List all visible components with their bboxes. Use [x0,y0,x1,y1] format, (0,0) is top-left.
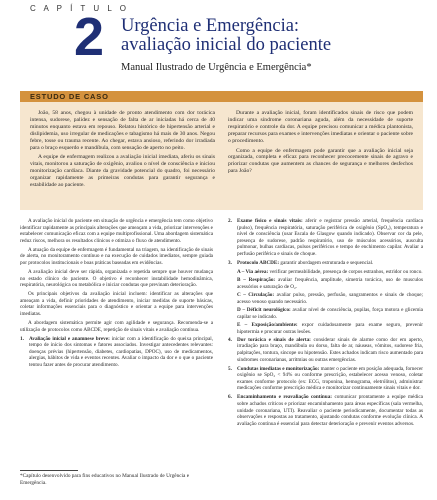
sub-item-lead: C – Circulação: [237,292,275,299]
sub-item [228,292,423,305]
case-study-label: ESTUDO DE CASO [30,92,109,101]
case-study-bar [20,91,423,102]
sub-item [228,322,423,335]
sub-item-lead: E – Exposição/ambiente: [237,322,298,329]
list-item-lead: Dor torácica e sinais de alerta: [237,336,311,343]
list-item-number: 6. [228,394,232,401]
list-item [228,218,423,257]
list-item-number: 4. [228,336,232,343]
case-paragraph: João, 58 anos, chegou à unidade de pronto atendimento com dor torácica intensa, sudorese, palidez e sensação de falta de ar iniciadas há cerca de 40 minutos enquanto estava em repouso. Relatou histórico de hipertensão arterial e dislipidemia, uso irregular de medicações e tabagismo há mais de 30 anos. Negou febre, tosse ou trauma recente. Ao chegar, estava ansioso, referindo dor irradiada para o braço esquerdo e mandíbula, com sensação de aperto no peito. [30,110,215,151]
case-study-left-column [30,110,215,192]
chapter-number: 2 [74,7,105,67]
list-item-lead: Condutas imediatas e monitorização: [237,365,320,372]
list-item-text: comunicar prontamente a equipe médica sobre achados críticos e priorizar encaminhamento para áreas específicas (sala vermelha, unidade coronariana, UTI). Reavaliar o paciente periodicamente, documentar todas as observações e respostas ao tratamento, ajustando condutas conforme evolução clínica. A avaliação contínua é essencial para detectar deterioração e prevenir eventos adversos. [237,394,423,427]
case-study-right-column [228,110,413,178]
list-item [228,394,423,427]
chapter-subtitle: Manual Ilustrado de Urgência e Emergência* [121,62,312,73]
list-item-number: 1. [20,335,24,342]
footnote: *Capítulo desenvolvido para fins educativos no Manual Ilustrado de Urgência e Emergência. [20,473,190,486]
list-item-text: iniciar com a identificação do queixa principal, tempo de início dos sintomas e fatores associados. Investigar antecedentes relevantes: doenças prévias (hipertensão, diabetes, cardiopatias, DPOC), uso de medicamentos, alergias, hábitos de vida e eventos recentes. Avaliar o impacto da dor e o que o paciente tentou fazer antes de procurar atendimento. [29,335,213,368]
chapter-label: C A P Í T U L O [30,4,129,13]
body-paragraph: A abordagem sistemática permite agir com agilidade e segurança. Recomenda-se a utilização de protocolos como ABCDE, repetição de sinais vitais e avaliação contínua. [20,320,213,333]
list-item [228,260,423,267]
list-item-text: considerar sinais de alarme como dor em aperto, irradiação para braço, mandíbula ou dorso, falta de ar, náuseas, vômitos, sudorese fria, palpitações, tontura, síncope ou hipotensão. Estes achados indicam risco aumentado para síndromes coronarianas, arritmias ou outras emergências. [237,336,423,363]
chapter-title-line-2: avaliação inicial do paciente [121,35,332,55]
case-paragraph: A equipe de enfermagem realizou a avaliação inicial imediata, aferiu os sinais vitais, monitorou a saturação de oxigênio, avaliou o nível de consciência e iniciou monitorização cardíaca. Diante da gravidade potencial do quadro, foi necessário organizar rapidamente as primeiras condutas para garantir segurança e estabilidade ao paciente. [30,154,215,189]
body-paragraph: Os principais objetivos da avaliação inicial incluem: identificar as alterações que ameaçam a vida, definir prioridades de atendimento, iniciar medidas de suporte básicas, coletar informações essenciais para o diagnóstico e orientar a equipe para intervenções imediatas. [20,291,213,317]
list-item-lead: Protocolo ABCDE: [237,259,280,266]
sub-item [228,277,423,290]
chapter-title [121,17,421,55]
chapter-title-line-1: Urgência e Emergência: [121,16,300,36]
list-item-number: 2. [228,218,232,224]
list-item-lead: Encaminhamento e reavaliação contínua: [237,394,333,401]
body-paragraph: A atuação da equipe de enfermagem é fundamental na triagem, na identificação de sinais de alerta, no monitoramento contínuo e na execução de cuidados imediatos, sempre guiada por protocolos institucionais e boas práticas baseadas em evidências. [20,246,213,266]
list-item [228,337,423,363]
sub-item-text: avaliar nível de consciência, pupilas, força motora e glicemia capilar se indicado. [237,307,423,320]
list-item-text: manter o paciente em posição adequada, fornecer oxigênio se SpO₂ < 94% ou conforme prescrição, estabelecer acesso venoso, coletar exames conforme protocolo (ex: ECG, troponina, hemograma, eletrólitos), administrar medicações conforme prescrição médica e monitorizar continuamente sinais vitais e dor. [237,365,423,392]
sub-item-text: verificar permeabilidade, presença de corpos estranhos, estridor ou ronco. [268,269,423,276]
list-item [20,336,213,369]
body-right-column [228,218,423,430]
list-item-number: 5. [228,365,232,372]
footnote-rule [20,470,78,471]
list-item-text: aferir e registrar pressão arterial, frequência cardíaca (pulso), frequência respiratória, saturação periférica de oxigênio (SpO₂), temperatura e nível de consciência (usar Escala de Glasgow quando indicado). Observar cor da pele, presença de sudorese, padrão respiratório, uso de músculos acessórios, ausculta pulmonar, bulhas cardíacas, pulsos periféricos e tempo de enchimento capilar. Avaliar a perfusão periférica e sinais de choque. [237,218,423,257]
sub-item-text: avaliar pulso, pressão, perfusão, sangramentos e sinais de choque; acesso venoso quando necessário. [237,292,423,305]
case-paragraph: Durante a avaliação inicial, foram identificados sinais de risco que podem indicar uma síndrome coronariana aguda, além da necessidade de suporte respiratório e controle da dor. A equipe precisou comunicar a médica plantonista, preparar recursos para exames e intervenções imediatas e orientar o paciente sobre o procedimento. [228,110,413,144]
list-item-text: garantir abordagem estruturada e sequencial. [279,259,374,266]
list-item-lead: Exame físico e sinais vitais: [237,218,303,224]
list-item-number: 3. [228,259,232,266]
sub-item-lead: D – Déficit neurológico: [237,307,291,314]
sub-item-lead: A – Via aérea: [237,269,269,276]
body-paragraph: A avaliação inicial deve ser rápida, organizada e repetida sempre que houver mudança no estado clínico do paciente. O objetivo é reconhecer instabilidade hemodinâmica, respiratória, neurológica ou metabólica e iniciar condutas que previnam deterioração. [20,269,213,289]
sub-item [228,269,423,276]
body-left-column [20,218,213,371]
body-paragraph: A avaliação inicial do paciente em situação de urgência e emergência tem como objetivo identificar rapidamente as principais alterações que ameaçam a vida, priorizar intervenções e estabelecer comunicação eficaz com a equipe multiprofissional. Uma abordagem sistemática reduz riscos, melhora os resultados clínicos e otimiza o fluxo de atendimento. [20,218,213,244]
list-item [228,366,423,392]
list-item-lead: Avaliação inicial e anamnese breve: [29,335,110,342]
sub-item [228,307,423,320]
sub-item-text: expor cuidadosamente para exame seguro, prevenir hipotermia e procurar outras lesões. [237,322,423,335]
sub-item-lead: B – Respiração: [237,277,276,284]
case-paragraph: Como a equipe de enfermagem pode garantir que a avaliação inicial seja organizada, completa e eficaz para reconhecer precocemente sinais de agravo e priorizar condutas que aumentem as chances de segurança e melhores desfechos para João? [228,147,413,175]
sub-item-text: avaliar frequência, amplitude, simetria torácica, uso de musculos acessórios e saturação de O₂. [237,277,423,290]
